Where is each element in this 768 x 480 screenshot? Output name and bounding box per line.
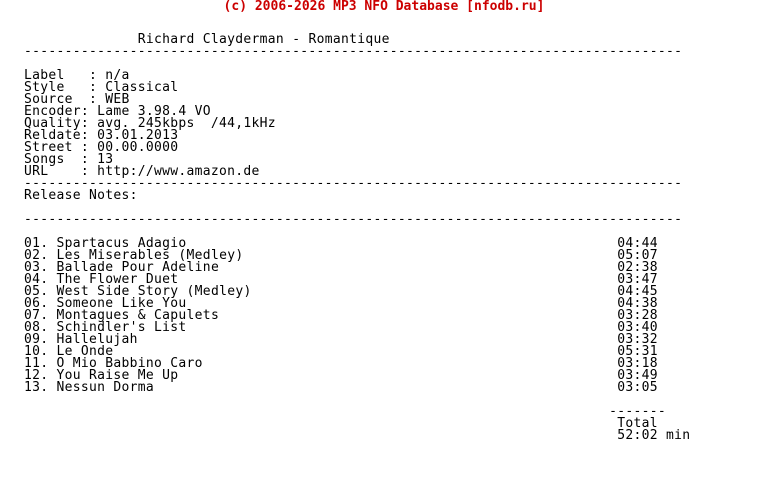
info-field (24, 142, 690, 154)
field-value: Lame 3.98.4 VO (97, 104, 211, 119)
track-time: 03:40 (617, 320, 658, 335)
total-rule: ------- (609, 404, 667, 419)
field-value: 13 (97, 152, 114, 167)
total-label: Total (617, 416, 658, 431)
track-number: 11. (24, 356, 49, 371)
track-number: 09. (24, 332, 49, 347)
track-time: 03:05 (617, 380, 658, 395)
divider: --------------------------------------------------------------------------------- (24, 176, 683, 191)
field-label: Style : (24, 80, 106, 95)
release-title: Richard Clayderman - Romantique (137, 32, 390, 47)
track-number: 03. (24, 260, 49, 275)
track-title: Montagues & Capulets (56, 308, 220, 323)
track-title: Someone Like You (56, 296, 187, 311)
track-number: 12. (24, 368, 49, 383)
field-label: Encoder: (24, 104, 98, 119)
site-header: (c) 2006-2026 MP3 NFO Database [nfodb.ru] (223, 0, 545, 14)
track-number: 13. (24, 380, 49, 395)
divider-line (24, 46, 690, 58)
track-number: 06. (24, 296, 49, 311)
divider: --------------------------------------------------------------------------------- (24, 44, 683, 59)
track-time: 03:32 (617, 332, 658, 347)
nfo-content (24, 34, 690, 442)
field-label: Street : (24, 140, 98, 155)
field-label: Quality: (24, 116, 98, 131)
field-label: Source : (24, 92, 106, 107)
field-value: WEB (105, 92, 130, 107)
track-number: 02. (24, 248, 49, 263)
spacer (24, 428, 617, 443)
track-title: Spartacus Adagio (56, 236, 187, 251)
track-title: Les Miserables (Medley) (56, 248, 244, 263)
field-label: Songs : (24, 152, 98, 167)
release-notes-label: Release Notes: (24, 188, 138, 203)
field-label: Reldate: (24, 128, 98, 143)
divider: --------------------------------------------------------------------------------- (24, 212, 683, 227)
track-row (24, 382, 690, 394)
track-title: Hallelujah (56, 332, 138, 347)
track-title: Nessun Dorma (56, 380, 155, 395)
track-title: Ballade Pour Adeline (56, 260, 220, 275)
field-value: 03.01.2013 (97, 128, 179, 143)
track-number: 10. (24, 344, 49, 359)
track-title: West Side Story (Medley) (56, 284, 252, 299)
field-label: Label : (24, 68, 106, 83)
track-title: You Raise Me Up (56, 368, 179, 383)
track-number: 08. (24, 320, 49, 335)
track-time: 04:38 (617, 296, 658, 311)
track-number: 01. (24, 236, 49, 251)
track-time: 05:31 (617, 344, 658, 359)
field-value: n/a (105, 68, 130, 83)
spacer (154, 380, 617, 395)
total-time-line (24, 430, 690, 442)
track-time: 04:45 (617, 284, 658, 299)
track-title: Schindler's List (56, 320, 187, 335)
track-title: The Flower Duet (56, 272, 179, 287)
track-time: 04:44 (617, 236, 658, 251)
track-time: 03:47 (617, 272, 658, 287)
track-time: 02:38 (617, 260, 658, 275)
divider-line (24, 214, 690, 226)
track-number: 05. (24, 284, 49, 299)
release-notes-line (24, 190, 690, 202)
track-title: O Mio Babbino Caro (56, 356, 203, 371)
track-title: Le Onde (56, 344, 114, 359)
track-number: 07. (24, 308, 49, 323)
spacer (48, 380, 56, 395)
track-time: 03:18 (617, 356, 658, 371)
field-value: avg. 245kbps /44,1kHz (97, 116, 276, 131)
track-number: 04. (24, 272, 49, 287)
track-time: 03:28 (617, 308, 658, 323)
track-time: 03:49 (617, 368, 658, 383)
field-label: URL : (24, 164, 98, 179)
track-time: 05:07 (617, 248, 658, 263)
field-value: Classical (105, 80, 179, 95)
field-value: http://www.amazon.de (97, 164, 260, 179)
total-time: 52:02 min (617, 428, 691, 443)
field-value: 00.00.0000 (97, 140, 179, 155)
